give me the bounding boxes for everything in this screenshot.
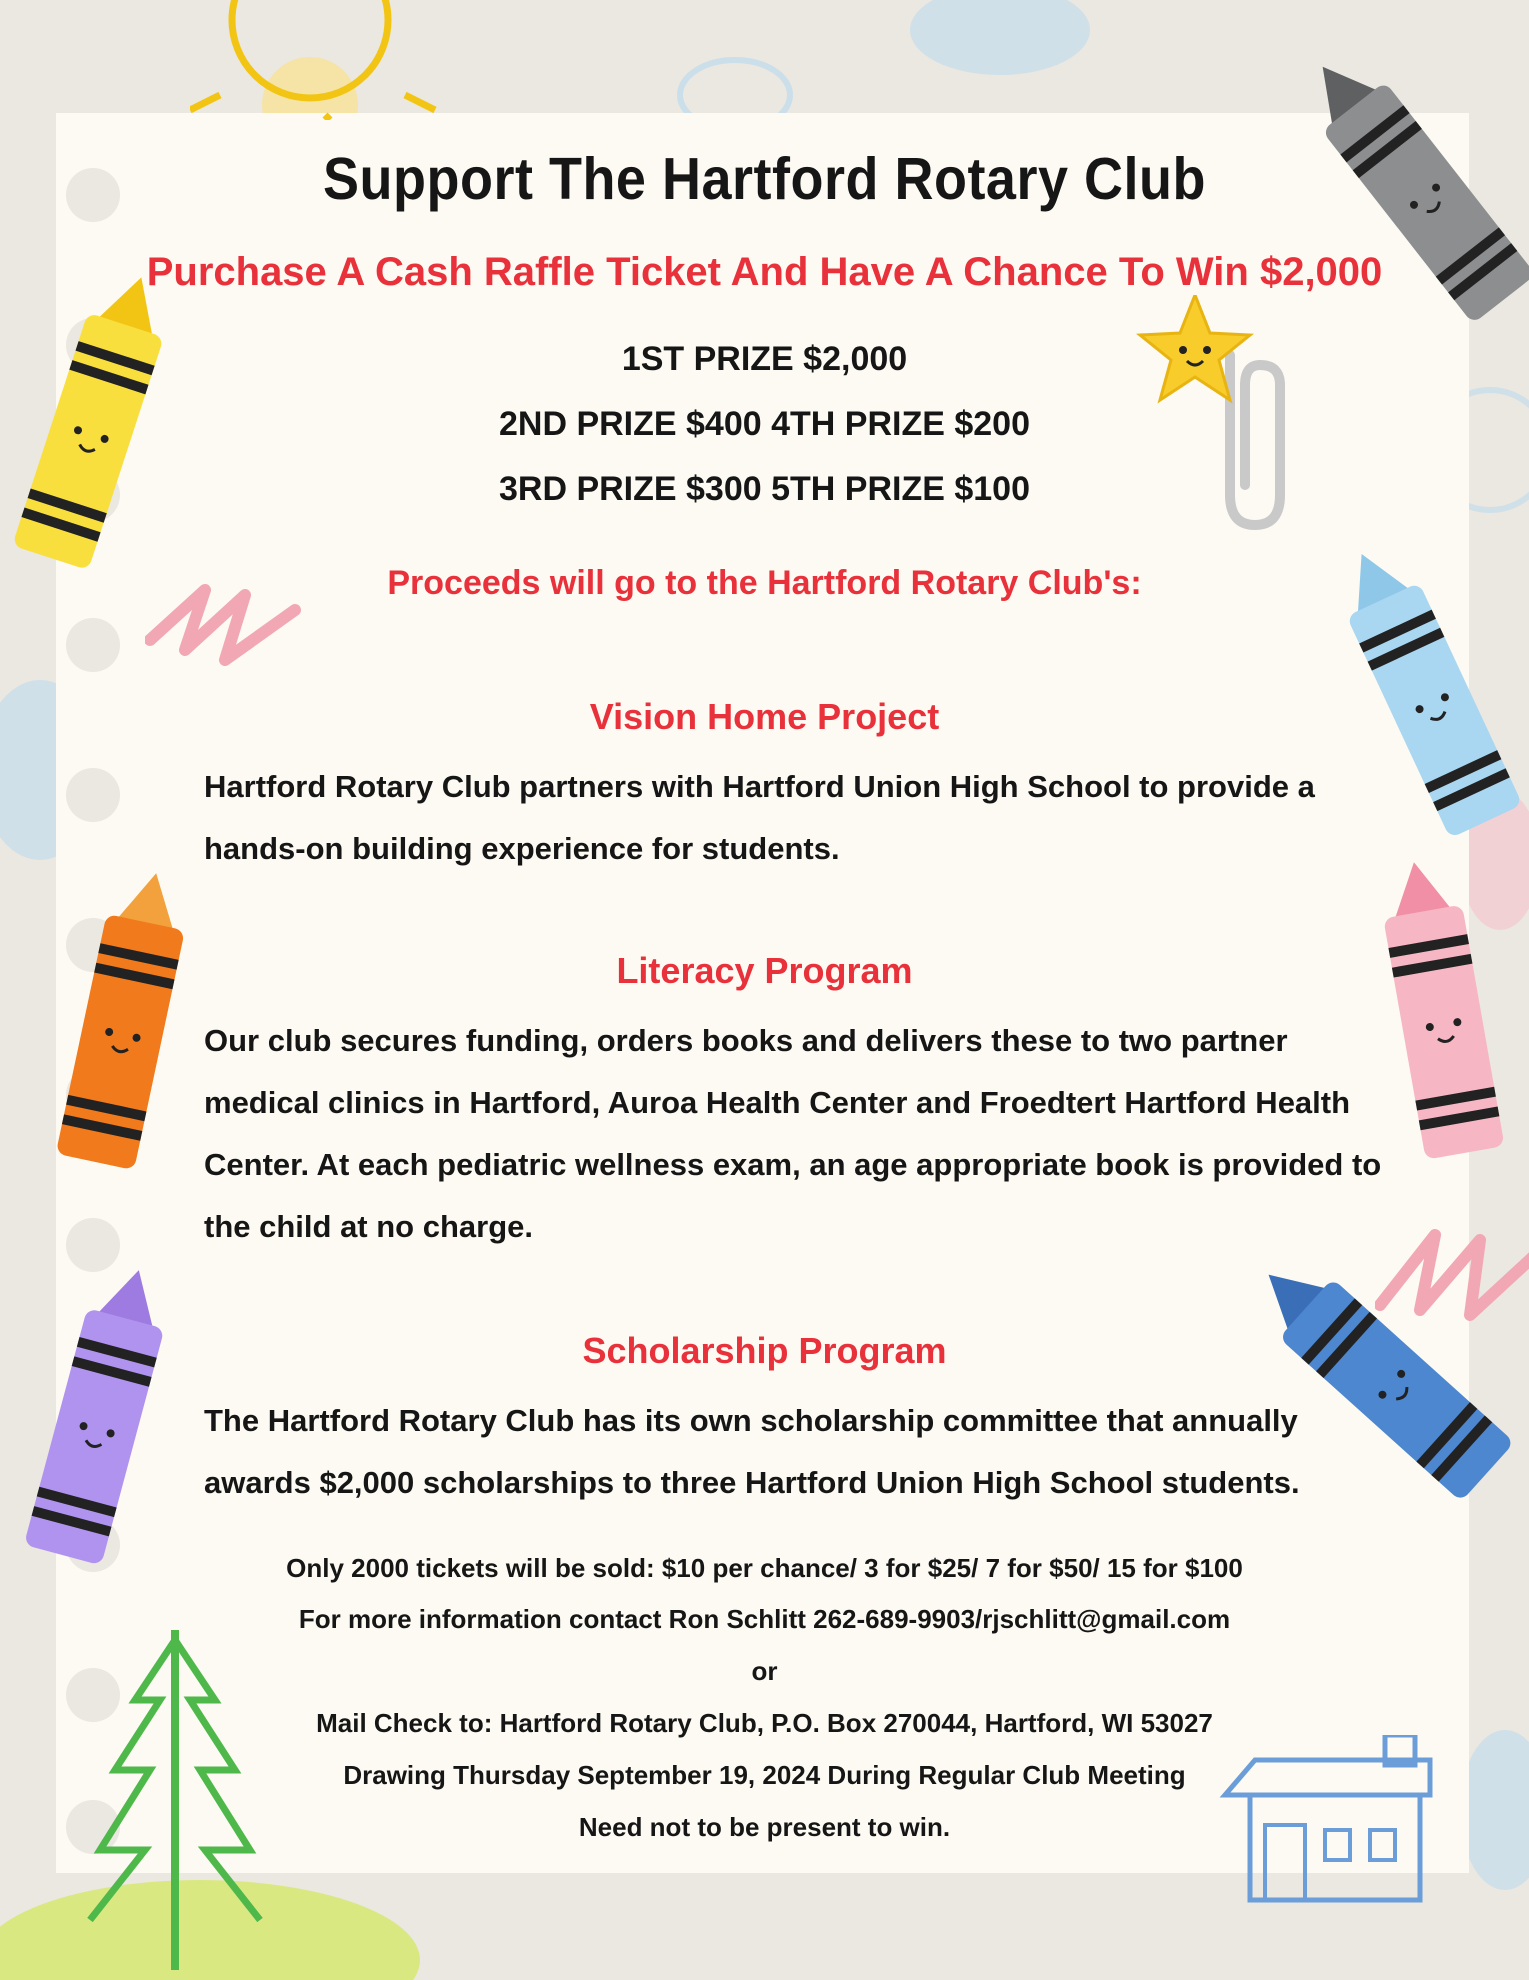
proceeds-heading: Proceeds will go to the Hartford Rotary Club's: bbox=[387, 564, 1142, 602]
mailing-address: Mail Check to: Hartford Rotary Club, P.O. Box 270044, Hartford, WI 53027 bbox=[316, 1708, 1213, 1738]
section-heading-scholarship: Scholarship Program bbox=[582, 1330, 947, 1371]
flyer-title: Support The Hartford Rotary Club bbox=[323, 146, 1206, 212]
contact-info: For more information contact Ron Schlitt 262-689-9903/rjschlitt@gmail.com bbox=[298, 1604, 1231, 1634]
presence-note: Need not to be present to win. bbox=[578, 1812, 951, 1842]
prize-line: 1ST PRIZE $2,000 bbox=[621, 340, 908, 378]
raffle-subtitle: Purchase A Cash Raffle Ticket And Have A Chance To Win $2,000 bbox=[146, 250, 1383, 294]
prize-line: 2ND PRIZE $400 4TH PRIZE $200 bbox=[498, 405, 1030, 443]
section-heading-literacy: Literacy Program bbox=[616, 950, 913, 991]
sun-drawing bbox=[190, 0, 450, 120]
section-body-vision-home: Hartford Rotary Club partners with Hartford Union High School to provide a hands-on building experience for students. bbox=[204, 769, 1315, 866]
prize-line: 3RD PRIZE $300 5TH PRIZE $100 bbox=[498, 470, 1030, 508]
section-heading-vision-home: Vision Home Project bbox=[589, 696, 940, 737]
notebook-hole bbox=[66, 768, 120, 822]
ticket-pricing: Only 2000 tickets will be sold: $10 per chance/ 3 for $25/ 7 for $50/ 15 for $100 bbox=[286, 1553, 1243, 1583]
or-text: or bbox=[751, 1656, 778, 1686]
drawing-date: Drawing Thursday September 19, 2024 During Regular Club Meeting bbox=[343, 1760, 1186, 1790]
section-body-literacy: Our club secures funding, orders books and delivers these to two partner medical clinics in Hartford, Auroa Health Center and Froedtert Hartford Health Center. At each pediatric wellness exam, an age appropriate book is provided to the child at no charge. bbox=[204, 1023, 1382, 1244]
section-body-scholarship: The Hartford Rotary Club has its own scholarship committee that annually awards $2,000 scholarships to three Hartford Union High School students. bbox=[204, 1403, 1300, 1500]
notebook-hole bbox=[66, 618, 120, 672]
